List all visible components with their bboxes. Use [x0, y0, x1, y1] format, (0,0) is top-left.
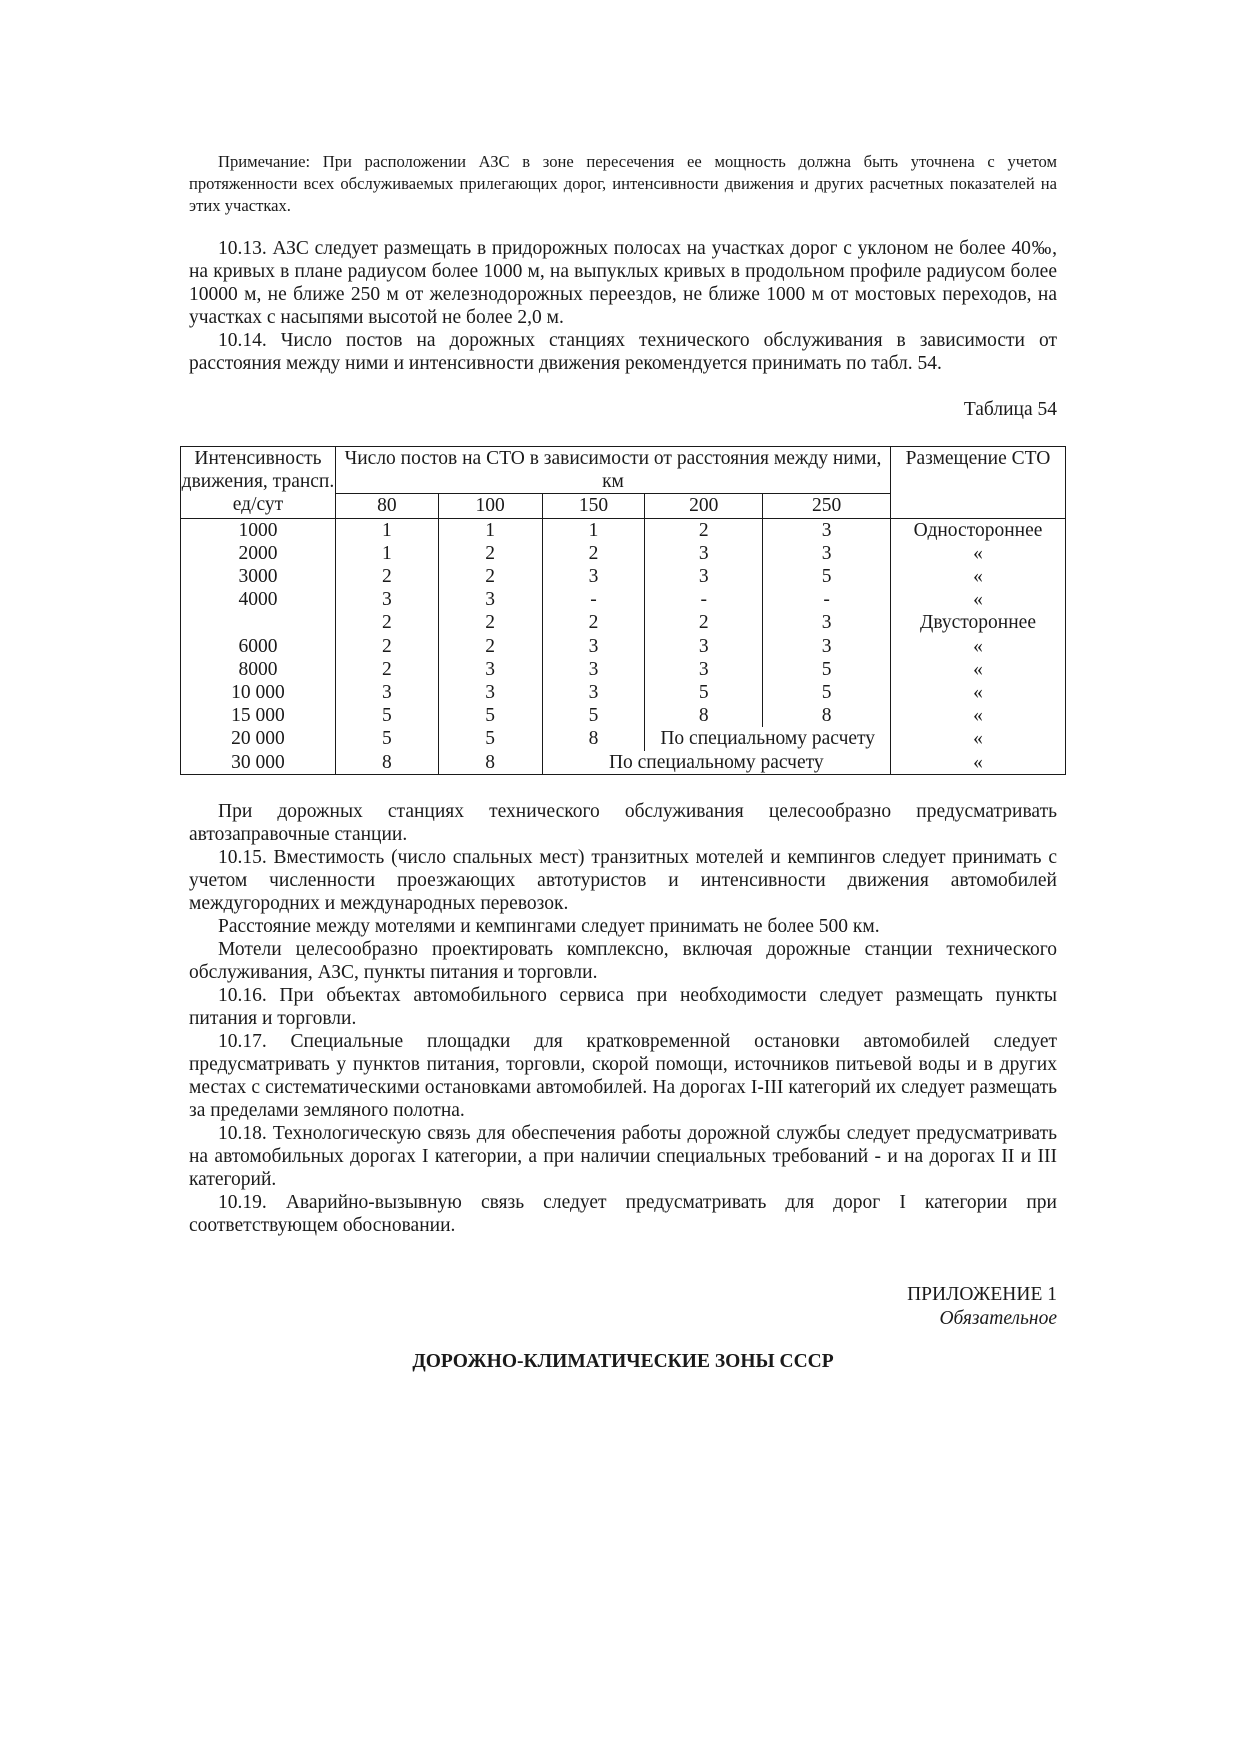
clauses-bottom [189, 800, 1057, 1237]
clause-10-17: 10.17. Специальные площадки для кратковременной остановки автомобилей следует предусматривать у пунктов питания, торговли, скорой помощи, источников питьевой воды и в других местах с систематическими остановками автомобилей. На дорогах I-III категорий их следует размещать за пределами земляного полотна. [189, 1031, 1057, 1121]
cell-intensity: 4000 [181, 588, 336, 611]
cell-placement: Одностороннее [891, 518, 1066, 542]
cell-posts: 8 [438, 751, 542, 775]
cell-intensity: 1000 [181, 518, 336, 542]
cell-posts: 5 [438, 727, 542, 750]
cell-posts: 2 [335, 635, 438, 658]
cell-intensity: 6000 [181, 635, 336, 658]
table-row [181, 658, 1066, 681]
cell-placement: Двустороннее [891, 611, 1066, 634]
clause-10-18: 10.18. Технологическую связь для обеспечения работы дорожной службы следует предусматривать на автомобильных дорогах I категории, а при наличии специальных требований - и на дорогах II и III категорий. [189, 1123, 1057, 1190]
cell-placement: « [891, 681, 1066, 704]
cell-intensity: 8000 [181, 658, 336, 681]
clause-10-13: 10.13. АЗС следует размещать в придорожных полосах на участках дорог с уклоном не более 40‰, на кривых в плане радиусом более 1000 м, на выпуклых кривых в продольном профиле радиусом более 10000 м, не ближе 250 м от железнодорожных переездов, не ближе 1000 м от мостовых переходов, на участках с насыпями высотой не более 2,0 м. [189, 238, 1057, 328]
cell-posts: 5 [763, 565, 891, 588]
table-row [181, 704, 1066, 727]
header-distance: 200 [645, 494, 763, 518]
cell-posts: 8 [335, 751, 438, 775]
cell-posts: 3 [438, 681, 542, 704]
cell-posts: 3 [645, 542, 763, 565]
cell-posts: 3 [335, 681, 438, 704]
cell-posts: 3 [763, 611, 891, 634]
paragraph-motels: Мотели целесообразно проектировать комплексно, включая дорожные станции технического обслуживания, АЗС, пункты питания и торговли. [189, 939, 1057, 983]
cell-posts: 2 [335, 658, 438, 681]
cell-posts: 5 [763, 681, 891, 704]
cell-placement: « [891, 542, 1066, 565]
cell-posts: 3 [542, 658, 645, 681]
cell-posts: 5 [335, 704, 438, 727]
cell-posts: 3 [542, 565, 645, 588]
cell-posts: 3 [542, 635, 645, 658]
clause-10-15: 10.15. Вместимость (число спальных мест) транзитных мотелей и кемпингов следует принимать с учетом численности проезжающих автотуристов и интенсивности движения автомобилей междугородних и международных перевозок. [189, 847, 1057, 914]
table-row [181, 518, 1066, 542]
cell-posts: 3 [645, 635, 763, 658]
appendix-title: ПРИЛОЖЕНИЕ 1 [907, 1284, 1057, 1305]
cell-posts: 2 [542, 611, 645, 634]
cell-posts: 3 [763, 542, 891, 565]
cell-posts: 3 [763, 518, 891, 542]
cell-posts: 3 [645, 658, 763, 681]
cell-placement: « [891, 704, 1066, 727]
table-row [181, 542, 1066, 565]
paragraph-azs: При дорожных станциях технического обслуживания целесообразно предусматривать автозаправочные станции. [189, 801, 1057, 845]
table-row [181, 611, 1066, 634]
cell-placement: « [891, 635, 1066, 658]
posts-table [180, 446, 1066, 775]
cell-posts: 5 [763, 658, 891, 681]
header-distance: 100 [438, 494, 542, 518]
paragraph-distance-motels: Расстояние между мотелями и кемпингами следует принимать не более 500 км. [218, 916, 880, 937]
cell-intensity: 10 000 [181, 681, 336, 704]
cell-posts: 5 [542, 704, 645, 727]
cell-posts: 8 [645, 704, 763, 727]
cell-posts: 3 [542, 681, 645, 704]
cell-posts: 2 [335, 611, 438, 634]
clause-10-16: 10.16. При объектах автомобильного сервиса при необходимости следует размещать пункты питания и торговли. [189, 985, 1057, 1029]
header-distance: 250 [763, 494, 891, 518]
cell-intensity [181, 611, 336, 634]
cell-posts: 3 [438, 588, 542, 611]
header-placement: Размещение СТО [891, 447, 1066, 519]
cell-placement: « [891, 565, 1066, 588]
clause-10-14: 10.14. Число постов на дорожных станциях технического обслуживания в зависимости от расстояния между ними и интенсивности движения рекомендуется принимать по табл. 54. [189, 330, 1057, 374]
cell-posts: - [542, 588, 645, 611]
cell-posts: 3 [763, 635, 891, 658]
cell-posts: 1 [335, 518, 438, 542]
table-row [181, 588, 1066, 611]
table-row [181, 635, 1066, 658]
cell-intensity: 2000 [181, 542, 336, 565]
cell-posts: 5 [645, 681, 763, 704]
cell-placement: « [891, 727, 1066, 750]
cell-posts: 8 [542, 727, 645, 750]
table-row [181, 727, 1066, 750]
table-row [181, 565, 1066, 588]
table-row [181, 751, 1066, 775]
cell-special: По специальному расчету [542, 751, 891, 775]
cell-posts: 2 [438, 542, 542, 565]
cell-intensity: 30 000 [181, 751, 336, 775]
table-54 [180, 446, 1066, 775]
cell-posts: 5 [335, 727, 438, 750]
cell-posts: 2 [645, 611, 763, 634]
table-caption: Таблица 54 [963, 399, 1057, 420]
cell-posts: 1 [542, 518, 645, 542]
cell-posts: 2 [438, 611, 542, 634]
cell-posts: 2 [542, 542, 645, 565]
cell-posts: - [645, 588, 763, 611]
cell-intensity: 3000 [181, 565, 336, 588]
cell-posts: 2 [335, 565, 438, 588]
note-paragraph: Примечание: При расположении АЗС в зоне пересечения ее мощность должна быть уточнена с учетом протяженности всех обслуживаемых прилегающих дорог, интенсивности движения и других расчетных показателей на этих участках. [189, 152, 1057, 215]
section-heading: ДОРОЖНО-КЛИМАТИЧЕСКИЕ ЗОНЫ СССР [412, 1351, 834, 1372]
cell-posts: 2 [645, 518, 763, 542]
cell-placement: « [891, 588, 1066, 611]
cell-posts: 1 [438, 518, 542, 542]
cell-posts: 3 [335, 588, 438, 611]
cell-posts: 2 [438, 635, 542, 658]
header-intensity: Интенсивность движения, трансп. ед/сут [181, 447, 336, 519]
appendix-subtitle: Обязательное [939, 1308, 1057, 1329]
cell-intensity: 20 000 [181, 727, 336, 750]
cell-posts: 2 [438, 565, 542, 588]
header-distance: 80 [335, 494, 438, 518]
header-distance: 150 [542, 494, 645, 518]
cell-placement: « [891, 658, 1066, 681]
cell-posts: 3 [645, 565, 763, 588]
table-row [181, 681, 1066, 704]
header-posts-group: Число постов на СТО в зависимости от расстояния между ними, км [335, 447, 890, 494]
cell-posts: 1 [335, 542, 438, 565]
clause-10-19: 10.19. Аварийно-вызывную связь следует предусматривать для дорог I категории при соответствующем обосновании. [189, 1192, 1057, 1236]
cell-posts: 8 [763, 704, 891, 727]
cell-special: По специальному расчету [645, 727, 891, 750]
cell-placement: « [891, 751, 1066, 775]
clauses-top [189, 237, 1057, 375]
cell-posts: - [763, 588, 891, 611]
cell-posts: 3 [438, 658, 542, 681]
cell-posts: 5 [438, 704, 542, 727]
appendix-label [907, 1283, 1057, 1331]
cell-intensity: 15 000 [181, 704, 336, 727]
